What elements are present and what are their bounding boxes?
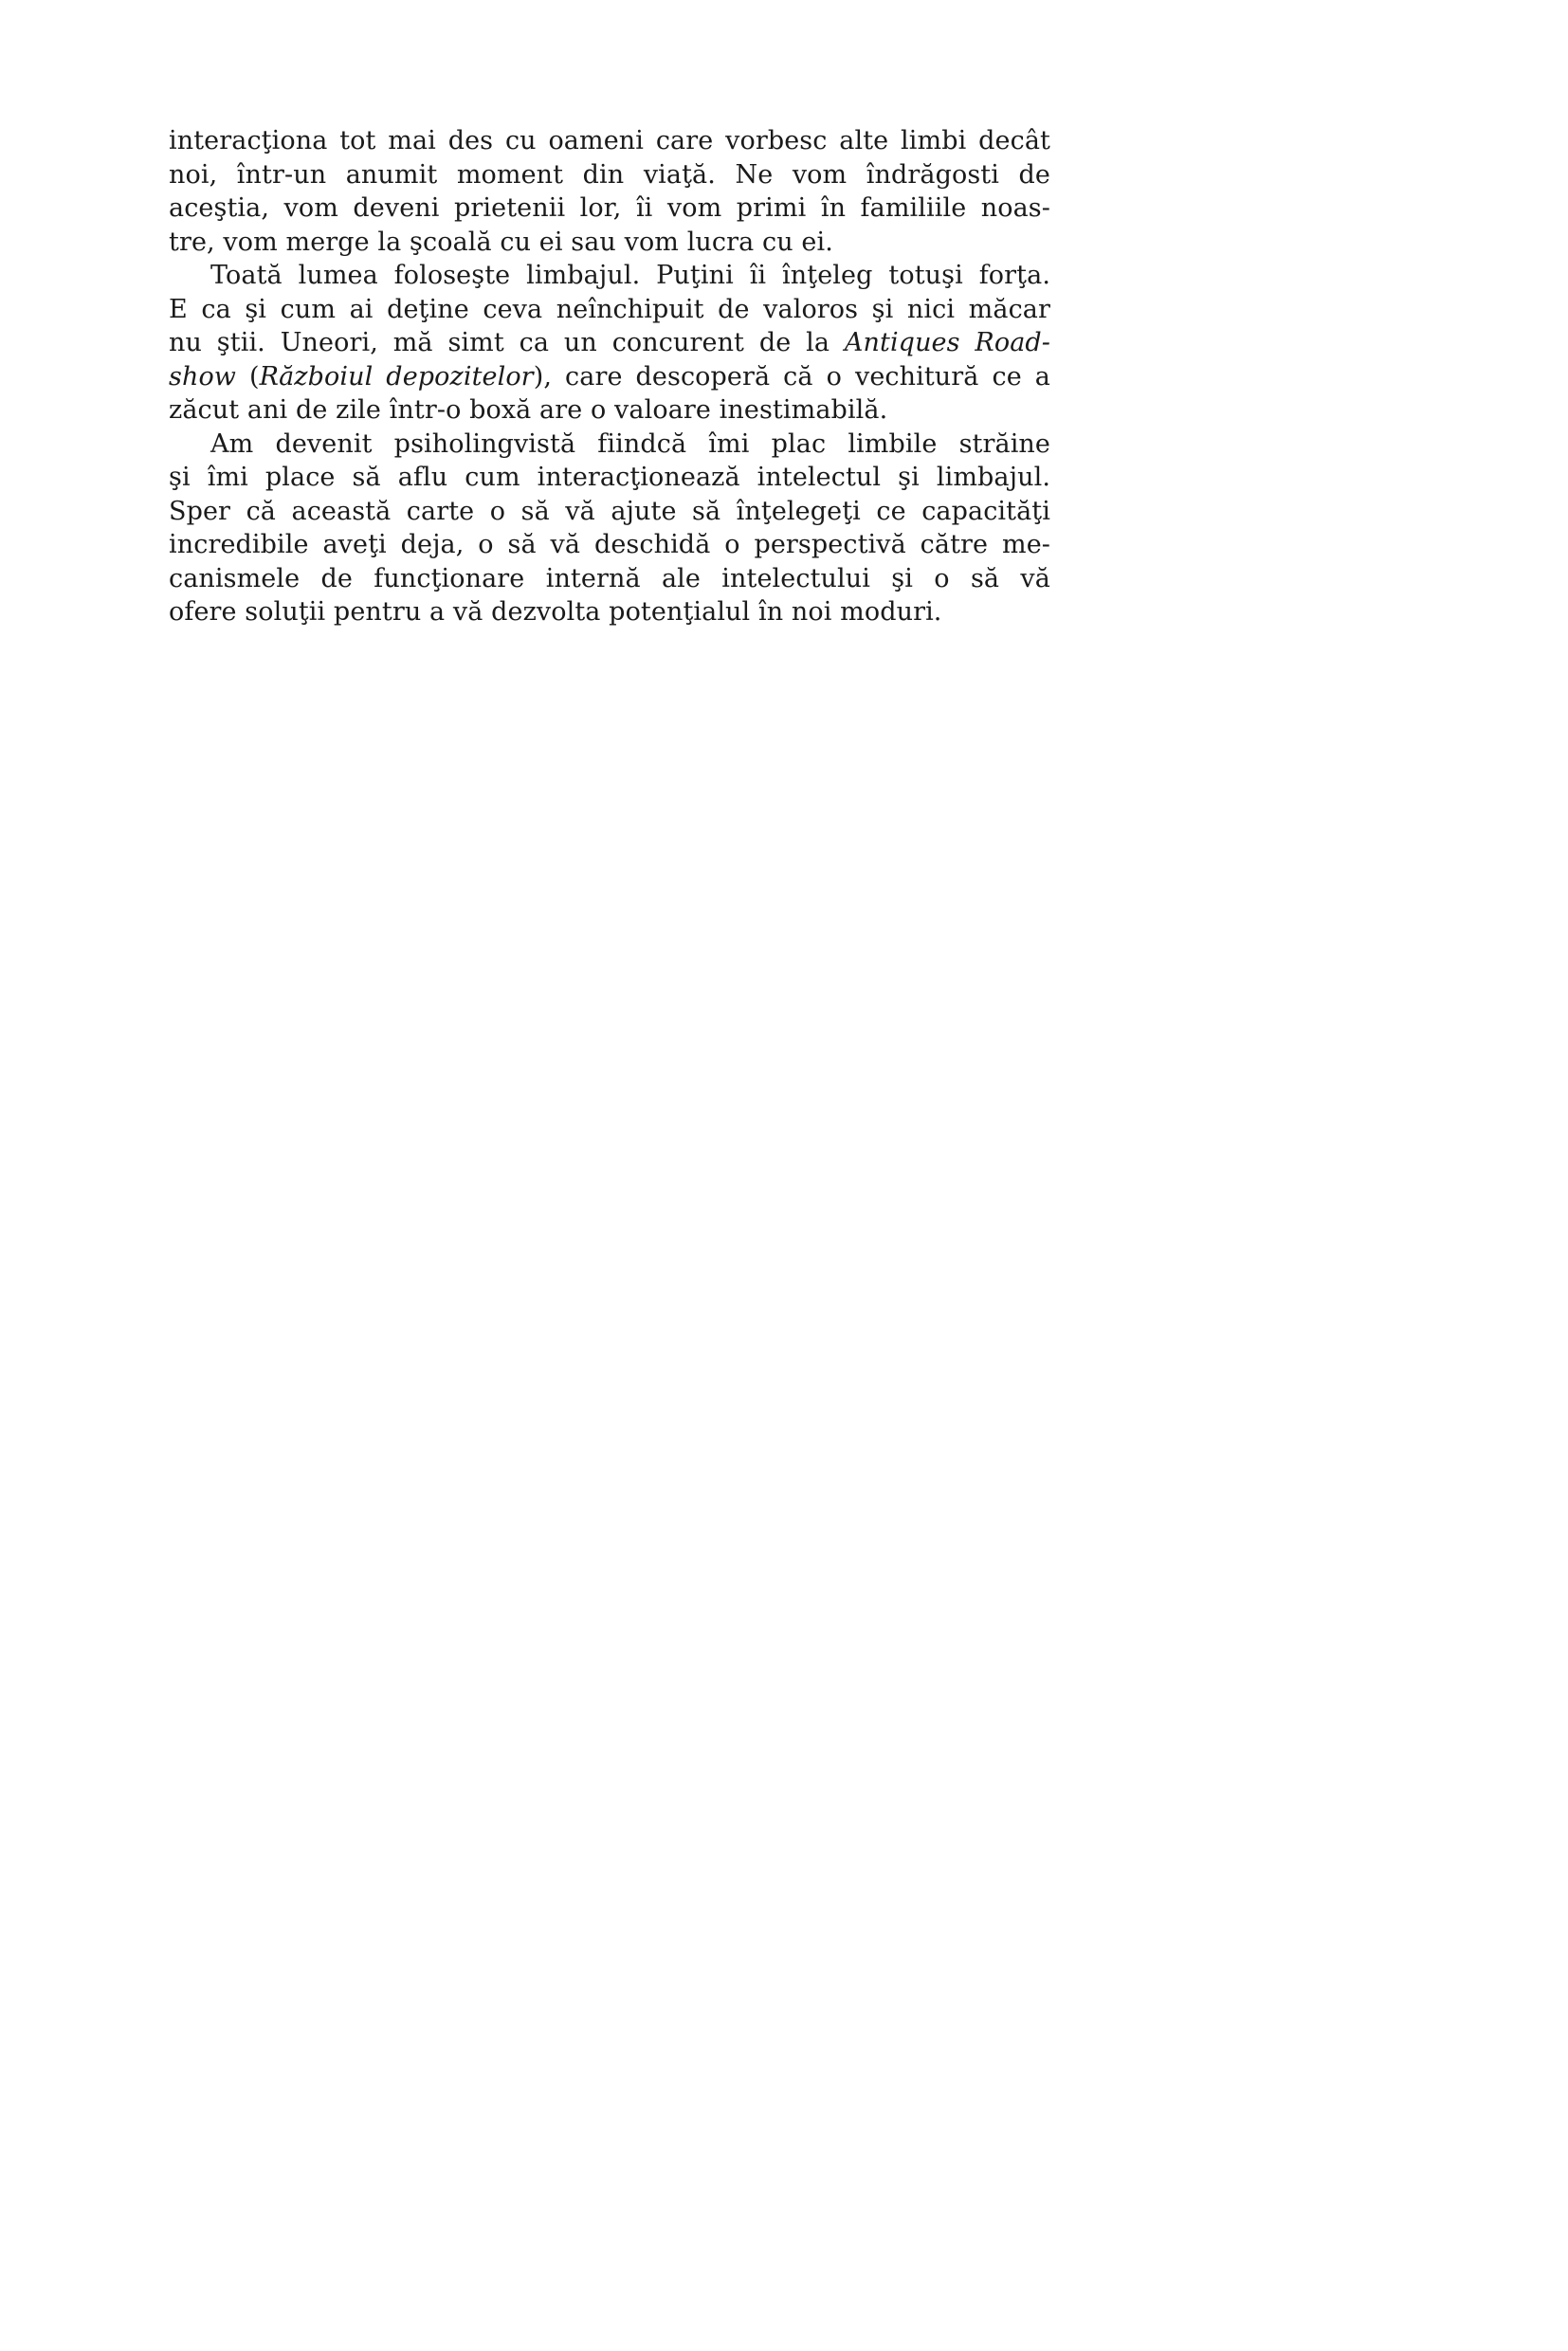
text-line — [169, 326, 1050, 360]
text-line — [169, 495, 1050, 529]
text-line — [169, 528, 1050, 562]
italic-text-segment: show — [169, 361, 237, 392]
text-segment: zăcut ani de zile într-o boxă are o valoare inestimabilă. — [169, 395, 888, 425]
text-segment: Sper că această carte o să vă ajute să înţelegeţi ce capacităţi — [169, 496, 1050, 526]
text-segment: aceştia, vom deveni prietenii lor, îi vom primi în familiile noas- — [169, 193, 1050, 223]
text-segment: Toată lumea foloseşte limbajul. Puţini îi înţeleg totuşi forţa. — [210, 261, 1050, 290]
text-segment: ofere soluţii pentru a vă dezvolta potenţialul în noi moduri. — [169, 597, 942, 627]
text-line — [169, 124, 1050, 158]
text-line — [169, 158, 1050, 192]
text-line — [169, 191, 1050, 226]
text-segment: noi, într-un anumit moment din viaţă. Ne vom îndrăgosti de — [169, 159, 1050, 190]
text-segment: nu ştii. Uneori, mă simt ca un concurent de la — [169, 328, 845, 357]
text-line — [169, 293, 1050, 327]
text-segment: Am devenit psiholingvistă fiindcă îmi plac limbile străine — [210, 428, 1050, 459]
text-segment: tre, vom merge la şcoală cu ei sau vom lucra cu ei. — [169, 227, 833, 257]
text-line — [169, 393, 1050, 428]
text-segment: ( — [236, 361, 260, 392]
text-line — [169, 226, 1050, 260]
text-line — [169, 595, 1050, 629]
text-segment: ), care descoperă că o vechitură ce a — [533, 361, 1050, 392]
text-line — [169, 259, 1050, 293]
text-segment: şi îmi place să aflu cum interacţionează intelectul şi limbajul. — [169, 463, 1050, 492]
text-segment: incredibile aveţi deja, o să vă deschidă o perspectivă către me- — [169, 530, 1050, 559]
text-block — [169, 124, 1050, 629]
text-line — [169, 428, 1050, 462]
text-segment: interacţiona tot mai des cu oameni care vorbesc alte limbi decât — [169, 126, 1050, 155]
text-line — [169, 360, 1050, 394]
italic-text-segment: Războiul depozitelor — [259, 361, 534, 392]
text-segment: E ca şi cum ai deţine ceva neînchipuit de valoros şi nici măcar — [169, 294, 1050, 324]
text-segment: canismele de funcţionare internă ale intelectului şi o să vă — [169, 563, 1050, 593]
text-line — [169, 461, 1050, 495]
italic-text-segment: Antiques Road- — [844, 328, 1051, 357]
text-line — [169, 562, 1050, 596]
